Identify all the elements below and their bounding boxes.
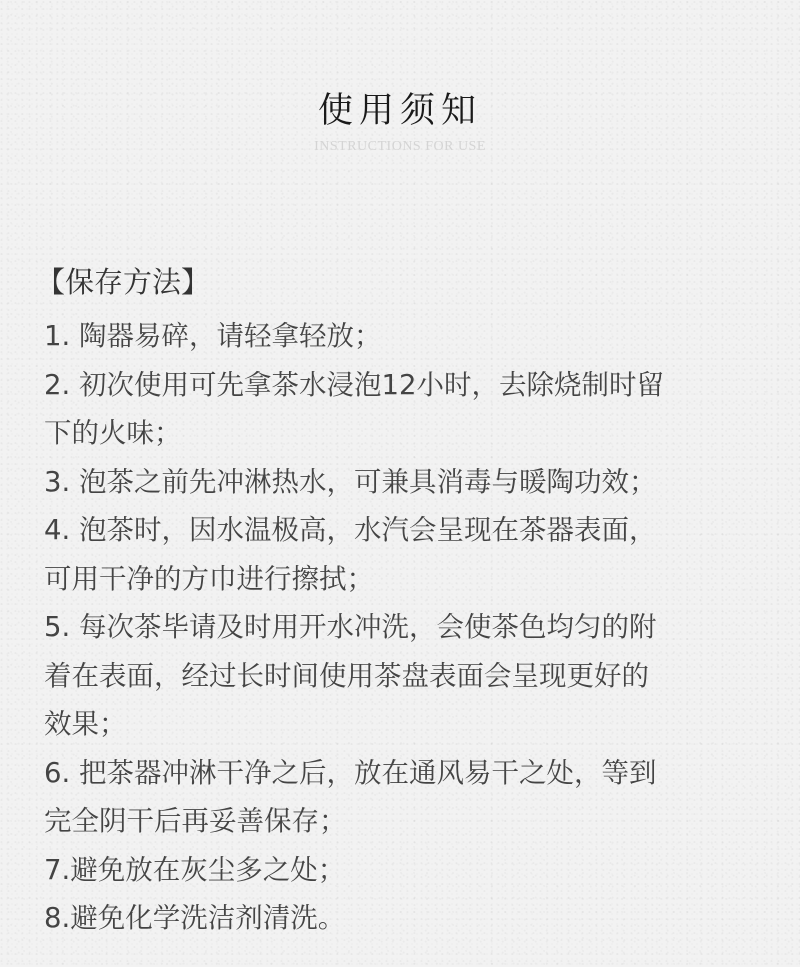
list-item: 7.避免放在灰尘多之处；	[44, 853, 346, 886]
header	[0, 88, 800, 156]
list-item: 6. 把茶器冲淋干净之后，放在通风易干之处，等到 完全阴干后再妥善保存；	[44, 756, 657, 837]
storage-section	[36, 262, 766, 943]
list-item: 5. 每次茶毕请及时用开水冲洗，会使茶色均匀的附 着在表面，经过长时间使用茶盘表面会呈现更好的 效果；	[44, 611, 657, 740]
list-item: 4. 泡茶时，因水温极高，水汽会呈现在茶器表面， 可用干净的方巾进行擦拭；	[44, 514, 657, 595]
list-item: 1. 陶器易碎，请轻拿轻放；	[44, 320, 382, 352]
list-item: 2. 初次使用可先拿茶水浸泡12小时，去除烧制时留 下的火味；	[44, 368, 664, 449]
page-title: 使用须知	[317, 91, 482, 131]
list-item: 3. 泡茶之前先冲淋热水，可兼具消毒与暖陶功效；	[44, 465, 657, 498]
page-subtitle: INSTRUCTIONS FOR USE	[314, 139, 486, 154]
section-heading: 【保存方法】	[36, 265, 211, 299]
instruction-list	[36, 312, 766, 943]
list-item: 8.避免化学洗洁剂清洗。	[44, 902, 346, 934]
